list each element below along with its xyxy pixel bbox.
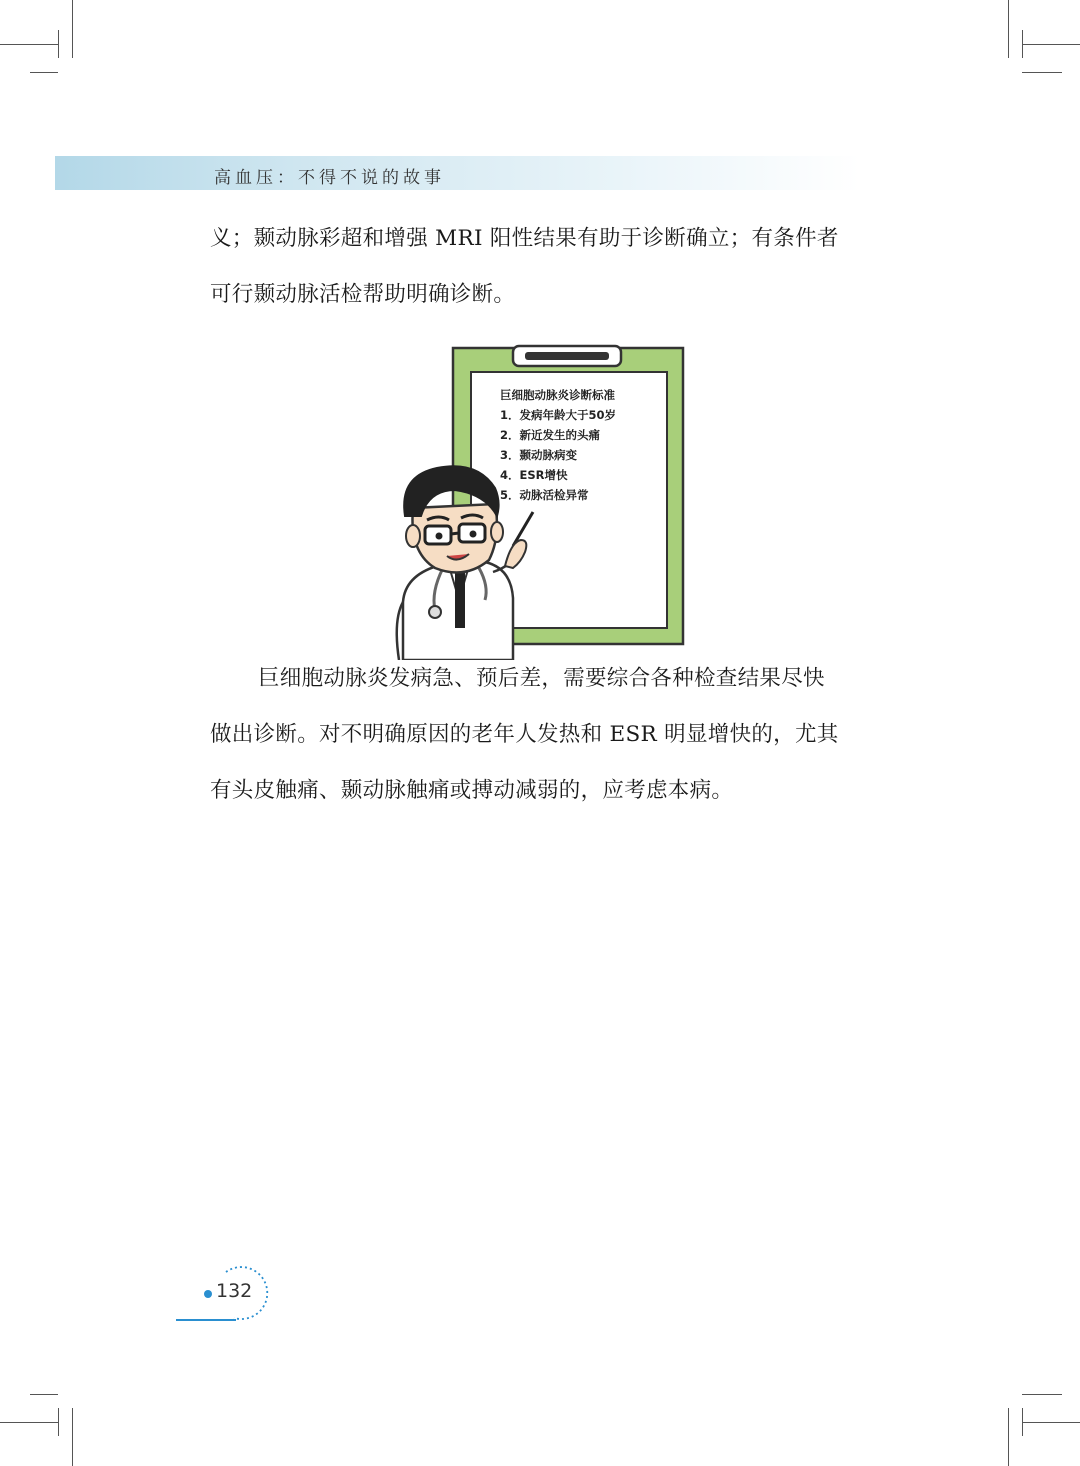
body-paragraph-1 <box>210 211 880 323</box>
crop-mark <box>1022 44 1080 45</box>
crop-mark <box>1022 72 1062 73</box>
crop-mark <box>1022 1422 1080 1423</box>
crop-mark <box>30 72 58 73</box>
crop-mark <box>58 30 59 58</box>
criteria-item: 4．ESR增快 <box>500 468 568 482</box>
text-line: 可行颞动脉活检帮助明确诊断。 <box>210 282 516 307</box>
text-line: 做出诊断。对不明确原因的老年人发热和 ESR 明显增快的，尤其 <box>210 722 839 747</box>
crop-mark <box>72 0 73 58</box>
clipboard-title: 巨细胞动脉炎诊断标准 <box>500 388 615 402</box>
running-header-band <box>55 156 860 190</box>
crop-mark <box>1008 1408 1009 1466</box>
crop-mark <box>72 1408 73 1466</box>
criteria-item: 5．动脉活检异常 <box>500 488 589 502</box>
text-line: 义；颞动脉彩超和增强 MRI 阳性结果有助于诊断确立；有条件者 <box>210 226 839 251</box>
text-line: 有头皮触痛、颞动脉触痛或搏动减弱的，应考虑本病。 <box>210 778 734 803</box>
indented-line: 巨细胞动脉炎发病急、预后差，需要综合各种检查结果尽快 <box>258 666 825 691</box>
diagnostic-criteria-list <box>500 385 616 505</box>
crop-mark <box>1008 0 1009 58</box>
crop-mark <box>0 1422 58 1423</box>
text-line <box>210 651 880 707</box>
criteria-item: 2．新近发生的头痛 <box>500 428 601 442</box>
running-header-title: 高血压：不得不说的故事 <box>214 168 445 188</box>
criteria-item: 3．颞动脉病变 <box>500 448 578 462</box>
crop-mark <box>58 1408 59 1436</box>
body-paragraph-2 <box>210 651 880 819</box>
page-number: 132 <box>216 1280 253 1302</box>
crop-mark <box>1022 30 1023 58</box>
page-number-badge <box>170 1266 270 1326</box>
crop-mark <box>1022 1394 1062 1395</box>
crop-mark <box>0 44 58 45</box>
crop-mark <box>1022 1408 1023 1436</box>
crop-mark <box>30 1394 58 1395</box>
criteria-item: 1．发病年龄大于50岁 <box>500 408 617 422</box>
